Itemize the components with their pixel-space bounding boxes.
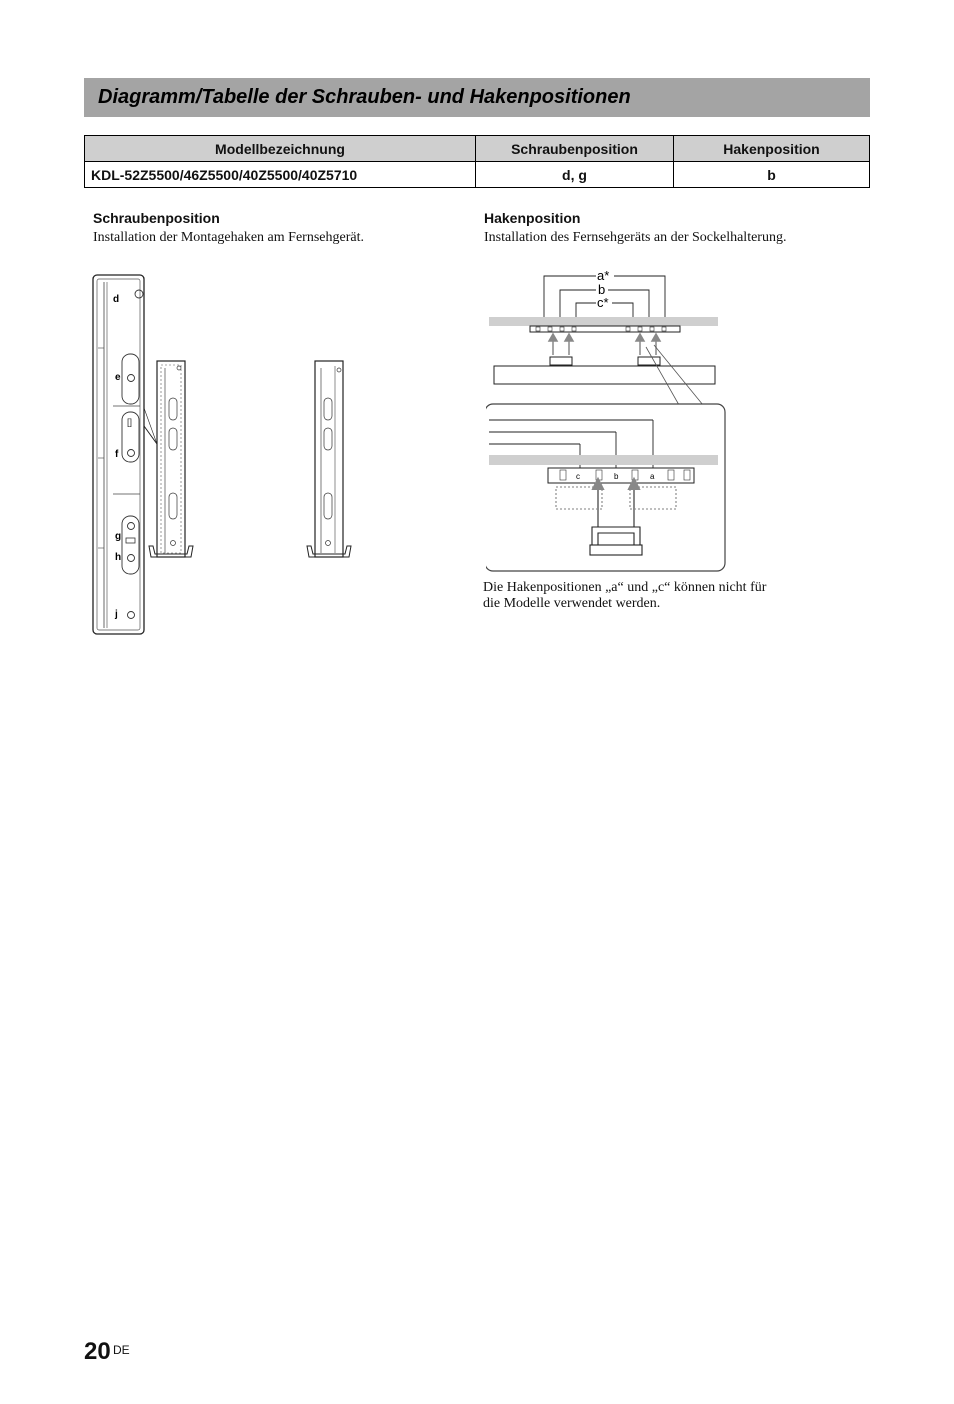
section-title: Diagramm/Tabelle der Schrauben- und Hakenpositionen	[98, 86, 631, 108]
tv-side-view-2	[307, 361, 351, 557]
hook-note: Die Hakenpositionen „a“ und „c“ können nicht für die Modelle verwendet werden.	[483, 580, 767, 611]
page-number: 20	[84, 1338, 111, 1365]
section-title-bar	[84, 78, 870, 117]
label-g: g	[115, 531, 122, 542]
cell-hook: b	[674, 162, 870, 188]
hook-position-diagram	[486, 265, 726, 575]
label-e: e	[115, 372, 121, 383]
label-h: h	[115, 552, 122, 563]
hook-heading: Hakenposition	[484, 210, 581, 226]
callout-b: b	[598, 282, 606, 297]
header-model: Modellbezeichnung	[85, 136, 476, 162]
label-d: d	[113, 294, 120, 305]
hook-letter-c: c	[576, 472, 580, 481]
cell-screw: d, g	[476, 162, 674, 188]
stand-bar	[494, 366, 715, 384]
hook-letter-a: a	[650, 472, 655, 481]
label-f: f	[115, 449, 119, 460]
screw-text: Installation der Montagehaken am Fernsehgerät.	[93, 230, 364, 245]
header-hook: Hakenposition	[674, 136, 870, 162]
position-table	[84, 135, 870, 188]
table-row	[85, 162, 870, 188]
label-j: j	[115, 609, 118, 620]
screw-position-diagram	[85, 268, 375, 643]
screw-heading: Schraubenposition	[93, 210, 220, 226]
callout-a: a*	[597, 268, 610, 283]
header-screw: Schraubenposition	[476, 136, 674, 162]
hook-letter-b: b	[614, 472, 619, 481]
tv-side-view-1	[149, 361, 193, 557]
svg-text:[]: []	[127, 417, 133, 427]
callout-c: c*	[597, 295, 609, 310]
hook-text: Installation des Fernsehgeräts an der Sockelhalterung.	[484, 230, 787, 245]
cell-model: KDL-52Z5500/46Z5500/40Z5500/40Z5710	[85, 162, 476, 188]
tv-bottom	[489, 317, 718, 326]
page-language: DE	[113, 1343, 130, 1357]
table-header-row	[85, 136, 870, 162]
zoom-panel	[93, 275, 144, 634]
